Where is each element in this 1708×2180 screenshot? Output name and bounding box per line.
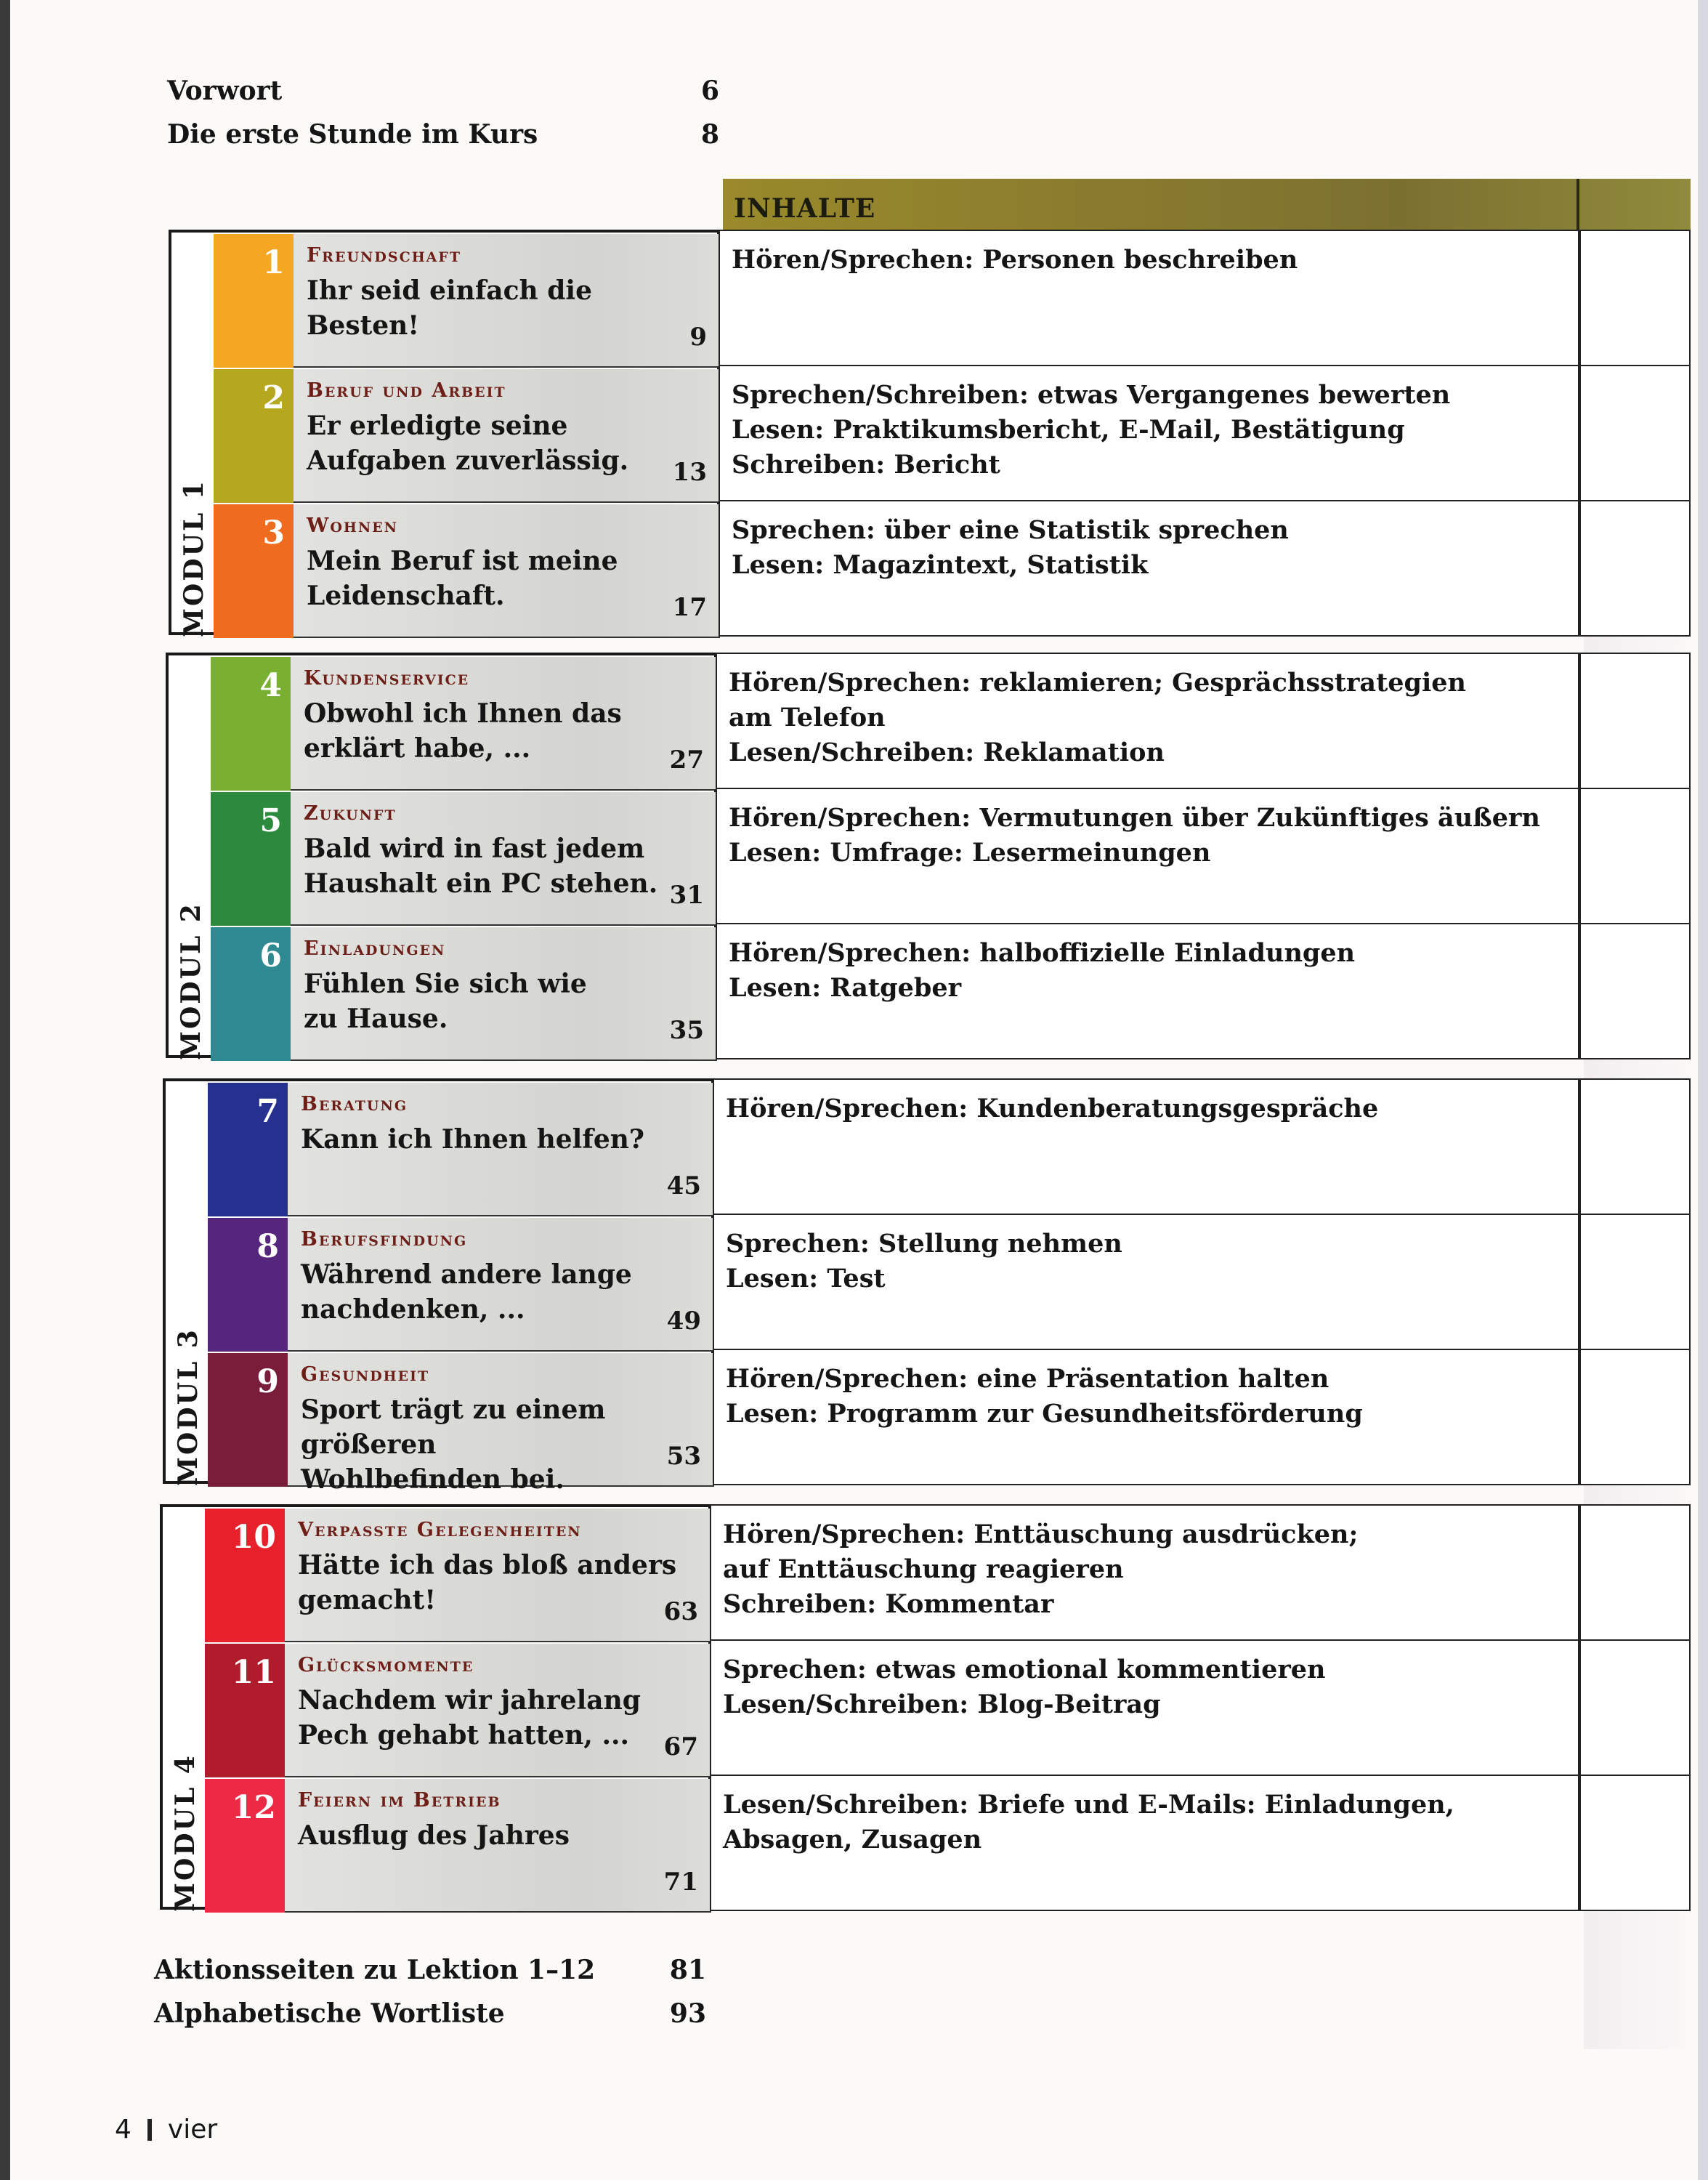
unit-contents-text: Hören/Sprechen: Kundenberatungsgespräche xyxy=(726,1094,1379,1123)
unit-entry[interactable] xyxy=(163,1779,711,1913)
module-frame xyxy=(163,1078,714,1495)
column-divider xyxy=(1578,1776,1581,1910)
unit-text-panel xyxy=(294,504,720,638)
page-footer xyxy=(115,2115,217,2144)
unit-text-panel xyxy=(285,1644,711,1777)
back-matter-row xyxy=(154,1955,706,1995)
unit-page-number: 53 xyxy=(666,1442,701,1471)
unit-contents-text: Hören/Sprechen: halboffizielle Einladungen Lesen: Ratgeber xyxy=(729,938,1356,1003)
column-divider xyxy=(1578,1641,1581,1775)
module-label-text: MODUL 2 xyxy=(176,902,206,1060)
unit-category: Feiern im Betrieb xyxy=(298,1789,501,1812)
unit-page-number: 17 xyxy=(672,593,707,622)
unit-contents-text: Sprechen: etwas emotional kommentieren Lesen/Schreiben: Blog-Beitrag xyxy=(723,1655,1326,1719)
front-matter-row xyxy=(167,119,719,160)
column-divider xyxy=(1578,1080,1581,1214)
unit-number: 4 xyxy=(259,667,282,704)
unit-entry[interactable] xyxy=(169,657,717,791)
unit-text-panel xyxy=(291,927,717,1061)
unit-category: Glücksmomente xyxy=(298,1654,474,1676)
unit-entry[interactable] xyxy=(163,1509,711,1642)
unit-color-bar xyxy=(208,1083,288,1216)
back-matter-title: Aktionsseiten zu Lektion 1–12 xyxy=(154,1955,596,1985)
unit-category: Verpasste Gelegenheiten xyxy=(298,1519,582,1541)
unit-category: Beratung xyxy=(301,1093,408,1115)
unit-category: Kundenservice xyxy=(304,667,470,690)
unit-number: 6 xyxy=(259,937,282,974)
module-frame xyxy=(160,1504,711,1910)
unit-contents-text: Hören/Sprechen: Personen beschreiben xyxy=(732,245,1298,275)
unit-color-bar xyxy=(205,1509,285,1642)
module-label-text: MODUL 3 xyxy=(173,1328,203,1486)
unit-contents-cell xyxy=(713,1349,1691,1485)
unit-text-panel xyxy=(294,369,720,503)
unit-color-bar xyxy=(214,234,294,368)
unit-title: Hätte ich das bloß anders gemacht! xyxy=(298,1550,677,1615)
back-matter-page: 81 xyxy=(669,1955,706,1985)
unit-color-bar xyxy=(208,1218,288,1352)
unit-title: Er erledigte seine Aufgaben zuverlässig. xyxy=(307,411,629,476)
column-divider xyxy=(1578,1350,1581,1484)
front-matter-row xyxy=(167,76,719,116)
unit-color-bar xyxy=(205,1644,285,1777)
unit-title: Kann ich Ihnen helfen? xyxy=(301,1124,645,1155)
unit-page-number: 71 xyxy=(663,1868,698,1897)
unit-color-bar xyxy=(214,369,294,503)
unit-number: 8 xyxy=(256,1228,279,1265)
module-label-text: MODUL 4 xyxy=(170,1753,201,1912)
unit-contents-cell xyxy=(710,1775,1691,1911)
unit-contents-cell xyxy=(716,923,1691,1059)
unit-category: Einladungen xyxy=(304,937,446,960)
unit-page-number: 31 xyxy=(669,881,704,910)
unit-text-panel xyxy=(291,792,717,926)
unit-text-panel xyxy=(294,234,720,368)
unit-contents-text: Hören/Sprechen: reklamieren; Gesprächsstrategien am Telefon Lesen/Schreiben: Reklamation xyxy=(729,668,1466,767)
unit-contents-text: Hören/Sprechen: Enttäuschung ausdrücken; auf Enttäuschung reagieren Schreiben: Kommentar xyxy=(723,1519,1359,1619)
unit-contents-text: Hören/Sprechen: Vermutungen über Zukünftiges äußern Lesen: Umfrage: Lesermeinungen xyxy=(729,803,1540,868)
unit-page-number: 67 xyxy=(663,1732,698,1761)
unit-category: Zukunft xyxy=(304,802,397,825)
unit-color-bar xyxy=(214,504,294,638)
unit-category: Freundschaft xyxy=(307,244,462,267)
front-matter-title: Vorwort xyxy=(167,76,283,106)
unit-category: Wohnen xyxy=(307,514,399,537)
unit-page-number: 45 xyxy=(666,1171,701,1200)
unit-category: Gesundheit xyxy=(301,1363,430,1386)
back-matter-row xyxy=(154,1998,706,2039)
unit-number: 10 xyxy=(231,1519,276,1556)
unit-color-bar xyxy=(208,1353,288,1487)
unit-title: Während andere lange nachdenken, ... xyxy=(301,1259,632,1325)
unit-page-number: 49 xyxy=(666,1307,701,1336)
unit-title: Bald wird in fast jedem Haushalt ein PC stehen. xyxy=(304,833,658,899)
unit-page-number: 27 xyxy=(669,746,704,775)
unit-number: 11 xyxy=(231,1654,276,1691)
unit-text-panel xyxy=(285,1509,711,1642)
unit-title: Obwohl ich Ihnen das erklärt habe, ... xyxy=(304,698,622,764)
unit-contents-text: Hören/Sprechen: eine Präsentation halten Lesen: Programm zur Gesundheitsförderung xyxy=(726,1364,1363,1429)
contents-header-divider xyxy=(1577,179,1579,234)
contents-header-label: INHALTE xyxy=(734,193,876,224)
unit-contents-text: Lesen/Schreiben: Briefe und E-Mails: Einladungen, Absagen, Zusagen xyxy=(723,1790,1454,1854)
column-divider xyxy=(1578,231,1581,365)
unit-number: 3 xyxy=(262,514,285,552)
column-divider xyxy=(1578,924,1581,1058)
unit-color-bar xyxy=(211,927,291,1061)
page-binding-edge xyxy=(0,0,10,2180)
unit-entry[interactable] xyxy=(166,1353,714,1495)
module-label-text: MODUL 1 xyxy=(179,479,209,637)
unit-title: Fühlen Sie sich wie zu Hause. xyxy=(304,969,587,1034)
unit-contents-cell xyxy=(710,1639,1691,1776)
unit-color-bar xyxy=(205,1779,285,1913)
unit-entry[interactable] xyxy=(171,234,720,368)
column-divider xyxy=(1578,789,1581,923)
unit-entry[interactable] xyxy=(169,927,717,1061)
unit-number: 2 xyxy=(262,379,285,416)
unit-page-number: 13 xyxy=(672,458,707,487)
unit-category: Beruf und Arbeit xyxy=(307,379,506,402)
unit-entry[interactable] xyxy=(171,369,720,503)
column-divider xyxy=(1578,501,1581,635)
unit-category: Berufsfindung xyxy=(301,1228,468,1251)
unit-contents-text: Sprechen: Stellung nehmen Lesen: Test xyxy=(726,1229,1122,1293)
page-right-edge xyxy=(1698,0,1708,2180)
unit-title: Mein Beruf ist meine Leidenschaft. xyxy=(307,546,618,611)
unit-page-number: 63 xyxy=(663,1597,698,1626)
front-matter-page: 8 xyxy=(700,119,719,150)
unit-contents-cell xyxy=(713,1078,1691,1215)
unit-entry[interactable] xyxy=(166,1083,714,1216)
unit-entry[interactable] xyxy=(163,1644,711,1777)
unit-text-panel xyxy=(288,1218,714,1352)
unit-entry[interactable] xyxy=(166,1218,714,1352)
unit-contents-cell xyxy=(719,230,1691,366)
unit-number: 9 xyxy=(256,1363,279,1400)
unit-color-bar xyxy=(211,657,291,791)
front-matter-title: Die erste Stunde im Kurs xyxy=(167,119,538,150)
unit-number: 5 xyxy=(259,802,282,839)
unit-entry[interactable] xyxy=(171,504,720,638)
back-matter-title: Alphabetische Wortliste xyxy=(154,1998,505,2029)
front-matter-page: 6 xyxy=(700,76,719,106)
unit-text-panel xyxy=(288,1353,714,1495)
unit-number: 12 xyxy=(231,1789,276,1826)
unit-page-number: 9 xyxy=(689,323,707,352)
unit-contents-text: Sprechen: über eine Statistik sprechen Lesen: Magazintext, Statistik xyxy=(732,515,1289,580)
back-matter-page: 93 xyxy=(669,1998,706,2029)
column-divider xyxy=(1578,654,1581,788)
unit-contents-text: Sprechen/Schreiben: etwas Vergangenes bewerten Lesen: Praktikumsbericht, E-Mail, Bestätigung Schreiben: Bericht xyxy=(732,380,1451,480)
unit-contents-cell xyxy=(716,653,1691,789)
unit-contents-cell xyxy=(716,788,1691,924)
footer-separator xyxy=(147,2119,152,2141)
unit-contents-cell xyxy=(713,1214,1691,1350)
unit-text-panel xyxy=(291,657,717,791)
unit-title: Nachdem wir jahrelang Pech gehabt hatten, ... xyxy=(298,1685,641,1751)
module-frame xyxy=(169,230,720,635)
unit-number: 7 xyxy=(256,1093,279,1130)
unit-title: Sport trägt zu einem größeren Wohlbefinden bei. xyxy=(301,1394,606,1495)
footer-page-number: 4 xyxy=(115,2115,131,2144)
unit-color-bar xyxy=(211,792,291,926)
unit-page-number: 35 xyxy=(669,1016,704,1045)
column-divider xyxy=(1578,366,1581,500)
unit-number: 1 xyxy=(262,244,285,281)
unit-text-panel xyxy=(285,1779,711,1913)
unit-title: Ausflug des Jahres xyxy=(298,1820,570,1851)
column-divider xyxy=(1578,1215,1581,1349)
unit-text-panel xyxy=(288,1083,714,1216)
unit-contents-cell xyxy=(719,500,1691,637)
module-frame xyxy=(166,653,717,1058)
unit-contents-cell xyxy=(710,1504,1691,1641)
unit-contents-cell xyxy=(719,365,1691,501)
column-divider xyxy=(1578,1506,1581,1639)
unit-title: Ihr seid einfach die Besten! xyxy=(307,275,593,341)
footer-page-word: vier xyxy=(167,2115,218,2144)
unit-entry[interactable] xyxy=(169,792,717,926)
